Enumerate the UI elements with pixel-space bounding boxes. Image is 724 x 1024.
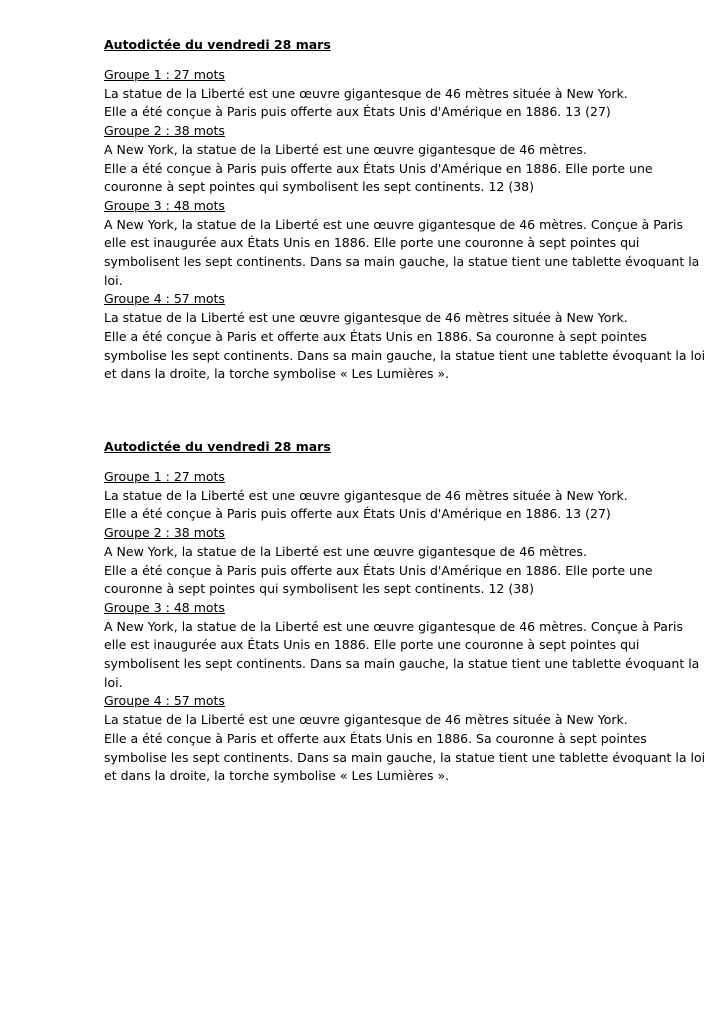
section-title: Autodictée du vendredi 28 mars (104, 439, 331, 454)
group-heading: Groupe 1 : 27 mots (104, 67, 225, 82)
group-heading: Groupe 4 : 57 mots (104, 291, 225, 307)
text-line: couronne à sept pointes qui symbolisent les sept continents. 12 (38) (104, 179, 534, 195)
text-line: La statue de la Liberté est une œuvre gigantesque de 46 mètres située à New York. (104, 487, 628, 503)
text-line: Elle a été conçue à Paris et offerte aux États Unis en 1886. Sa couronne à sept pointes (104, 730, 647, 746)
text-line: loi. (104, 272, 123, 288)
group-heading: Groupe 3 : 48 mots (104, 599, 225, 615)
text-line: A New York, la statue de la Liberté est une œuvre gigantesque de 46 mètres. Conçue à Paris (104, 216, 684, 232)
text-line: elle est inaugurée aux États Unis en 1886. Elle porte une couronne à sept pointes qui (104, 235, 640, 251)
group-3 (104, 599, 704, 693)
group-heading: Groupe 3 : 48 mots (104, 197, 225, 213)
dictation-section-2 (104, 438, 704, 786)
group-2 (104, 524, 704, 599)
group-2 (104, 122, 704, 197)
group-3 (104, 197, 704, 291)
text-line: couronne à sept pointes qui symbolisent les sept continents. 12 (38) (104, 581, 534, 597)
text-line: et dans la droite, la torche symbolise « Les Lumières ». (104, 768, 450, 784)
group-heading: Groupe 2 : 38 mots (104, 525, 225, 541)
group-4 (104, 692, 704, 786)
text-line: La statue de la Liberté est une œuvre gigantesque de 46 mètres située à New York. (104, 310, 628, 326)
text-line: Elle a été conçue à Paris puis offerte aux États Unis d'Amérique en 1886. Elle porte une (104, 562, 653, 578)
text-line: A New York, la statue de la Liberté est une œuvre gigantesque de 46 mètres. (104, 543, 587, 559)
text-line: loi. (104, 674, 123, 690)
text-line: symbolise les sept continents. Dans sa main gauche, la statue tient une tablette évoquant la loi (104, 749, 706, 765)
group-heading: Groupe 2 : 38 mots (104, 123, 225, 139)
text-line: La statue de la Liberté est une œuvre gigantesque de 46 mètres située à New York. (104, 712, 628, 728)
text-line: Elle a été conçue à Paris et offerte aux États Unis en 1886. Sa couronne à sept pointes (104, 328, 647, 344)
text-line: Elle a été conçue à Paris puis offerte aux États Unis d'Amérique en 1886. Elle porte une (104, 160, 653, 176)
group-4 (104, 290, 704, 384)
text-line: et dans la droite, la torche symbolise « Les Lumières ». (104, 366, 450, 382)
text-line: elle est inaugurée aux États Unis en 1886. Elle porte une couronne à sept pointes qui (104, 637, 640, 653)
dictation-section-1 (104, 36, 704, 384)
section-title: Autodictée du vendredi 28 mars (104, 37, 331, 52)
text-line: symbolisent les sept continents. Dans sa main gauche, la statue tient une tablette évoquant la (104, 254, 700, 270)
group-1 (104, 468, 704, 524)
text-line: Elle a été conçue à Paris puis offerte aux États Unis d'Amérique en 1886. 13 (27) (104, 506, 611, 522)
text-line: Elle a été conçue à Paris puis offerte aux États Unis d'Amérique en 1886. 13 (27) (104, 104, 611, 120)
text-line: La statue de la Liberté est une œuvre gigantesque de 46 mètres située à New York. (104, 85, 628, 101)
group-1 (104, 66, 704, 122)
group-heading: Groupe 1 : 27 mots (104, 469, 225, 484)
text-line: A New York, la statue de la Liberté est une œuvre gigantesque de 46 mètres. (104, 141, 587, 157)
text-line: symbolise les sept continents. Dans sa main gauche, la statue tient une tablette évoquant la loi (104, 347, 706, 363)
group-heading: Groupe 4 : 57 mots (104, 693, 225, 709)
text-line: A New York, la statue de la Liberté est une œuvre gigantesque de 46 mètres. Conçue à Paris (104, 618, 684, 634)
text-line: symbolisent les sept continents. Dans sa main gauche, la statue tient une tablette évoquant la (104, 656, 700, 672)
